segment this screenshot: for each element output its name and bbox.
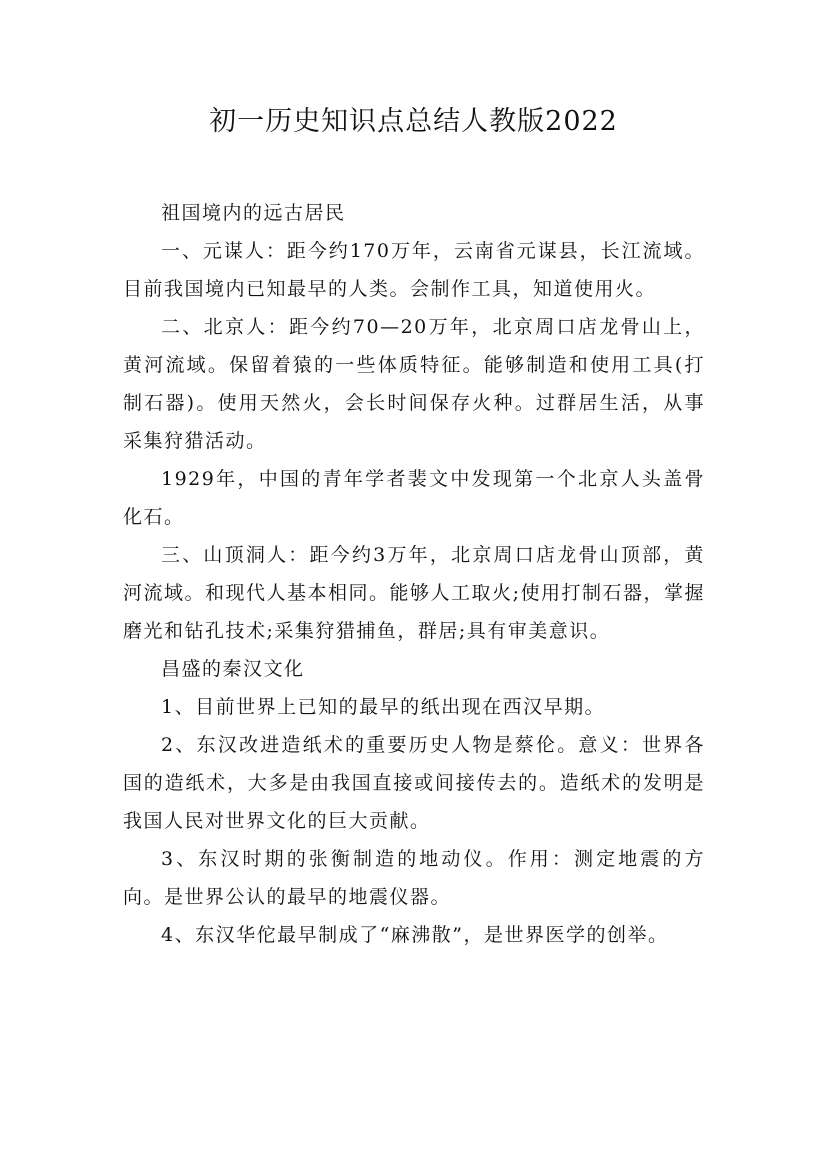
paragraph-pei-wenzhong: 1929年，中国的青年学者裴文中发现第一个北京人头盖骨化石。 xyxy=(123,468,705,528)
document-title: 初一历史知识点总结人教版2022 xyxy=(209,106,618,137)
section-heading-qin-han-culture: 昌盛的秦汉文化 xyxy=(161,658,305,680)
paragraph-earliest-paper: 1、目前世界上已知的最早的纸出现在西汉早期。 xyxy=(161,696,606,718)
paragraph-zhang-heng: 3、东汉时期的张衡制造的地动仪。作用：测定地震的方向。是世界公认的最早的地震仪器。 xyxy=(123,848,705,908)
document-body xyxy=(123,194,705,954)
paragraph-hua-tuo: 4、东汉华佗最早制成了“麻沸散”，是世界医学的创举。 xyxy=(161,924,669,946)
paragraph-yuanmou-man: 一、元谋人：距今约170万年，云南省元谋县，长江流域。目前我国境内已知最早的人类。会制作工具，知道使用火。 xyxy=(123,240,705,300)
section-heading-ancient-residents: 祖国境内的远古居民 xyxy=(161,202,346,224)
paragraph-cai-lun: 2、东汉改进造纸术的重要历史人物是蔡伦。意义：世界各国的造纸术，大多是由我国直接或间接传去的。造纸术的发明是我国人民对世界文化的巨大贡献。 xyxy=(123,734,705,832)
paragraph-peking-man: 二、北京人：距今约70—20万年，北京周口店龙骨山上，黄河流域。保留着猿的一些体质特征。能够制造和使用工具(打制石器)。使用天然火，会长时间保存火种。过群居生活，从事采集狩猎活动。 xyxy=(123,316,705,452)
paragraph-upper-cave-man: 三、山顶洞人：距今约3万年，北京周口店龙骨山顶部，黄河流域。和现代人基本相同。能够人工取火;使用打制石器，掌握磨光和钻孔技术;采集狩猎捕鱼，群居;具有审美意识。 xyxy=(123,544,705,642)
